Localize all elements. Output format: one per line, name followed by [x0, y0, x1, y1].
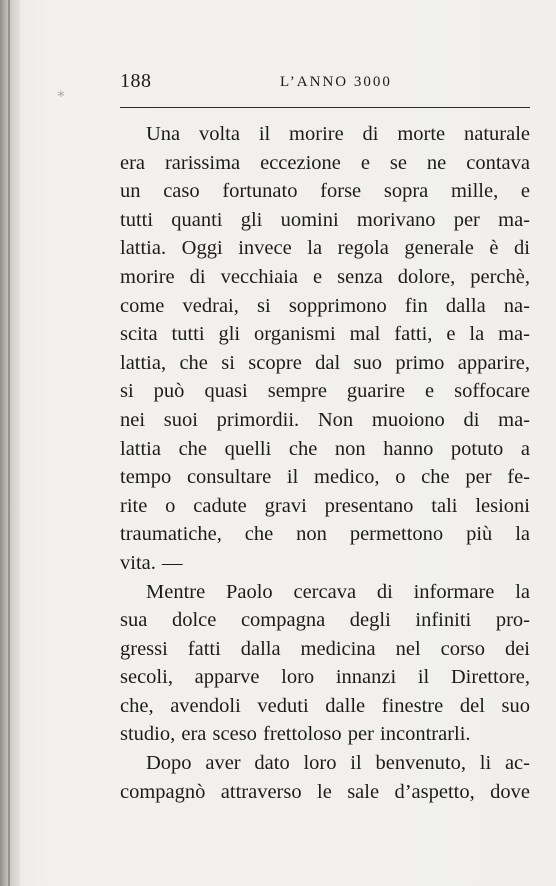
header-rule [120, 107, 530, 108]
text-line: Una volta il morire di morte naturale [146, 123, 530, 145]
text-line: traumatiche, che non permettono più la [120, 523, 530, 546]
running-title: L’ANNO 3000 [280, 74, 392, 90]
text-line: lattia, che si scopre dal suo primo apparire, [120, 351, 530, 374]
text-line: era rarissima eccezione e se ne contava [120, 151, 530, 174]
text-line: un caso fortunato forse sopra mille, e [120, 180, 530, 203]
text-line: che, avendoli veduti dalle finestre del suo [120, 694, 530, 717]
running-head [120, 70, 530, 96]
text-line: Dopo aver dato loro il benvenuto, li ac- [146, 752, 530, 775]
text-line: scita tutti gli organismi mal fatti, e la ma- [120, 323, 530, 346]
text-line: tempo consultare il medico, o che per fe- [120, 466, 530, 489]
body-text [120, 120, 530, 806]
text-line: secoli, apparve loro innanzi il Direttore, [120, 666, 530, 689]
text-line: lattia. Oggi invece la regola generale è di [120, 237, 530, 260]
text-line: compagnò attraverso le sale d’aspetto, dove [120, 780, 530, 803]
page-binding-edge [0, 0, 20, 886]
text-line: lattia che quelli che non hanno potuto a [120, 437, 530, 460]
binding-shadow-line [8, 0, 10, 886]
page-number: 188 [120, 70, 152, 92]
text-line: morire di vecchiaia e senza dolore, perchè, [120, 265, 530, 288]
text-line: gressi fatti dalla medicina nel corso dei [120, 637, 530, 660]
text-line: vita. — [120, 551, 183, 574]
text-line: Mentre Paolo cercava di informare la [146, 580, 530, 603]
text-line: studio, era sceso frettoloso per incontrarli. [120, 723, 471, 746]
text-line: si può quasi sempre guarire e soffocare [120, 380, 530, 403]
text-line: tutti quanti gli uomini morivano per ma- [120, 208, 530, 231]
text-line: sua dolce compagna degli infiniti pro- [120, 609, 530, 632]
text-line: nei suoi primordii. Non muoiono di ma- [120, 408, 530, 431]
text-line: come vedrai, si sopprimono fin dalla na- [120, 294, 530, 317]
paper-stain-mark: ∗ [56, 87, 66, 102]
text-line: rite o cadute gravi presentano tali lesioni [120, 494, 530, 517]
